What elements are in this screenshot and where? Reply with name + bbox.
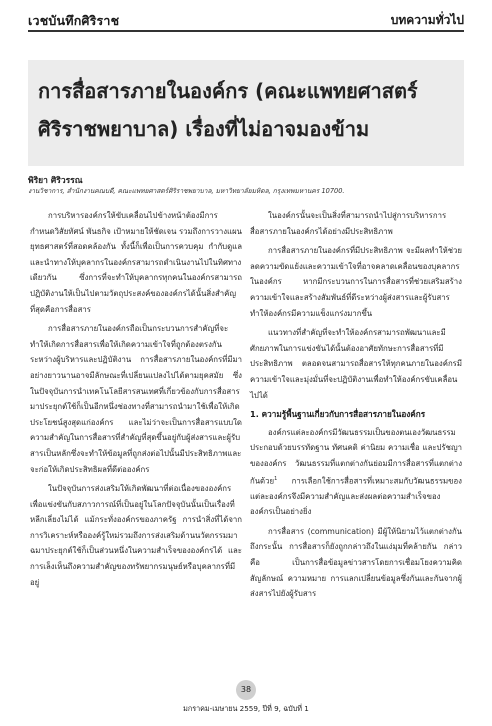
author-name: พิริยา ศิริวรรณ xyxy=(28,176,83,186)
title-line-1: การสื่อสารภายในองค์กร (คณะแพทยศาสตร์ xyxy=(38,79,418,103)
paragraph: การสื่อสาร (communication) มีผู้ให้นิยามไว้แตกต่างกัน ถึงกระนั้น การสื่อสารก็ยังถูกกล่าวถึงในแง่มุมที่คล้ายกัน กล่าวคือ เป็นการสื่อข้อมูลข่าวสารโดยการเชื่อมโยงความคิด สัญลักษณ์ ความหมาย การแลกเปลี่ยนข้อมูลซึ่งกันและกันจากผู้ส่งสารไปยังผู้รับสาร xyxy=(250,526,462,599)
paragraph: ในปัจจุบันการส่งเสริมให้เกิดพัฒนาที่ต่อเนื่องขององค์กรเพื่อแข่งขันกับสภาวการณ์ที่เป็นอยู่ในโลกปัจจุบันนั้นเป็นเรื่องที่หลีกเลี่ยงไม่ได้ แม้กระทั่งองค์กรของภาครัฐ การนำสิ่งที่ได้จากการวิเคราะห์หรือองค์รู้ใหม่รวมถึงการส่งเสริมด้านนวัตกรรมมาฉมาประยุกต์ใช้ก็เป็นส่วนหนึ่งในความสำเร็จขององค์กรได้ และการเล็งเห็นถึงความสำคัญของทรัพยากรมนุษย์หรือบุคลากรที่มีอยู่ xyxy=(30,484,242,587)
paragraph: แนวทางที่สำคัญที่จะทำให้องค์กรสามารถพัฒนาและมีศักยภาพในการแข่งขันได้นั้นต้องอาศัยทักษะการสื่อสารที่มีประสิทธิภาพ ตลอดจนสามารถสื่อสารให้ทุกคนภายในองค์กรมีความเข้าใจและมุ่งมั่นที่จะปฏิบัติงานเพื่อทำให้องค์กรขับเคลื่อนไปได้ xyxy=(250,328,462,400)
title-line-2: ศิริราชพยาบาล) เรื่องที่ไม่อาจมองข้าม xyxy=(38,117,370,141)
paragraph-text: องค์กรแต่ละองค์กรมีวัฒนธรรมเป็นของตนเองวัฒนธรรมประกอบด้วยบรรทัดฐาน ทัศนคติ ค่านิยม ความเชื่อ และปรัชญาขององค์กร วัฒนธรรมที่แตกต่างกันย่อมมีการสื่อสารที่แตกต่างกันด้วย xyxy=(250,427,462,486)
paragraph xyxy=(250,425,462,520)
paragraph: ในองค์กรนั้นจะเป็นสิ่งที่สามารถนำไปสู่การบริหารการสื่อสารภายในองค์กรได้อย่างมีประสิทธิภาพ xyxy=(250,211,447,236)
author-affiliation: งานวิชาการ, สำนักงานคณบดี, คณะแพทยศาสตร์ศิริราชพยาบาล, มหาวิทยาลัยมหิดล, กรุงเทพมหานคร 10700. xyxy=(28,187,345,195)
reference-marker: 1 xyxy=(274,475,278,482)
paragraph-text: การเลือกใช้การสื่อสารที่เหมาะสมกับวัฒนธรรมของแต่ละองค์กรจึงมีความสำคัญและส่งผลต่อความสำเร็จขององค์กรเป็นอย่างยิ่ง xyxy=(250,476,462,517)
header-rule xyxy=(28,30,464,32)
section-label: บทความทั่วไป xyxy=(390,13,464,27)
paragraph: การบริหารองค์กรให้ขับเคลื่อนไปข้างหน้าต้องมีการกำหนดวิสัยทัศน์ พันธกิจ เป้าหมายให้ชัดเจน รวมถึงการวางแผนยุทธศาสตร์ที่สอดคล้องกัน ทั้งนี้ก็เพื่อเป็นการควบคุม กำกับดูแล และนำทางให้บุคลากรในองค์กรสามารถดำเนินงานไปในทิศทางเดียวกัน ซึ่งการที่จะทำให้บุคลากรทุกคนในองค์กรสามารถปฏิบัติงานให้เป็นไปตามวัตถุประสงค์ขององค์กรได้นั้นสิ่งสำคัญที่สุดคือการสื่อสาร xyxy=(30,211,242,314)
left-column xyxy=(30,208,242,594)
title-box xyxy=(28,60,464,166)
section-heading: 1. ความรู้พื้นฐานเกี่ยวกับการสื่อสารภายในองค์กร xyxy=(250,409,426,420)
article-title xyxy=(38,72,458,148)
page-number: 38 xyxy=(236,680,256,700)
paragraph: การสื่อสารภายในองค์กรถือเป็นกระบวนการสำคัญที่จะทำให้เกิดการสื่อสารเพื่อให้เกิดความเข้าใจที่ถูกต้องตรงกันระหว่างผู้บริหารและปฏิบัติงาน การสื่อสารภายในองค์กรที่มีมาอย่างยาวนานอาจมีลักษณะที่เปลี่ยนแปลงไปได้ตามยุคสมัย ซึ่งในปัจจุบันการนำเทคโนโลยีสารสนเทศที่เกี่ยวข้องกับการสื่อสารมาประยุกต์ใช้ก็เป็นอีกหนึ่งช่องทางที่สามารถนำมาใช้เพื่อให้เกิดประโยชน์สูงสุดแก่องค์กร และไม่ว่าจะเป็นการสื่อสารแบบใดความสำคัญในการสื่อสารที่สำคัญที่สุดขึ้นอยู่กับผู้ส่งสารและผู้รับสารเป็นหลักซึ่งจะทำให้ข้อมูลที่ถูกส่งต่อไปนั้นมีประสิทธิภาพและจะก่อให้เกิดประสิทธิผลที่ดีต่อองค์กร xyxy=(30,324,242,474)
paragraph: การสื่อสารภายในองค์กรที่มีประสิทธิภาพ จะมีผลทำให้ช่วยลดความขัดแย้งและความเข้าใจที่อาจคลาดเคลื่อนของบุคลากรในองค์กร หากมีกระบวนการในการสื่อสารที่ช่วยเสริมสร้างความเข้าใจและสร้างสัมพันธ์ที่ดีระหว่างผู้ส่งสารและผู้รับสาร ทำให้องค์กรมีความแข็งแกร่งมากขึ้น xyxy=(250,246,462,318)
issue-info: มกราคม-เมษายน 2559, ปีที่ 9, ฉบับที่ 1 xyxy=(183,704,309,713)
journal-name: เวชบันทึกศิริราช xyxy=(28,13,120,28)
right-column xyxy=(250,208,462,606)
page-header xyxy=(0,0,492,34)
